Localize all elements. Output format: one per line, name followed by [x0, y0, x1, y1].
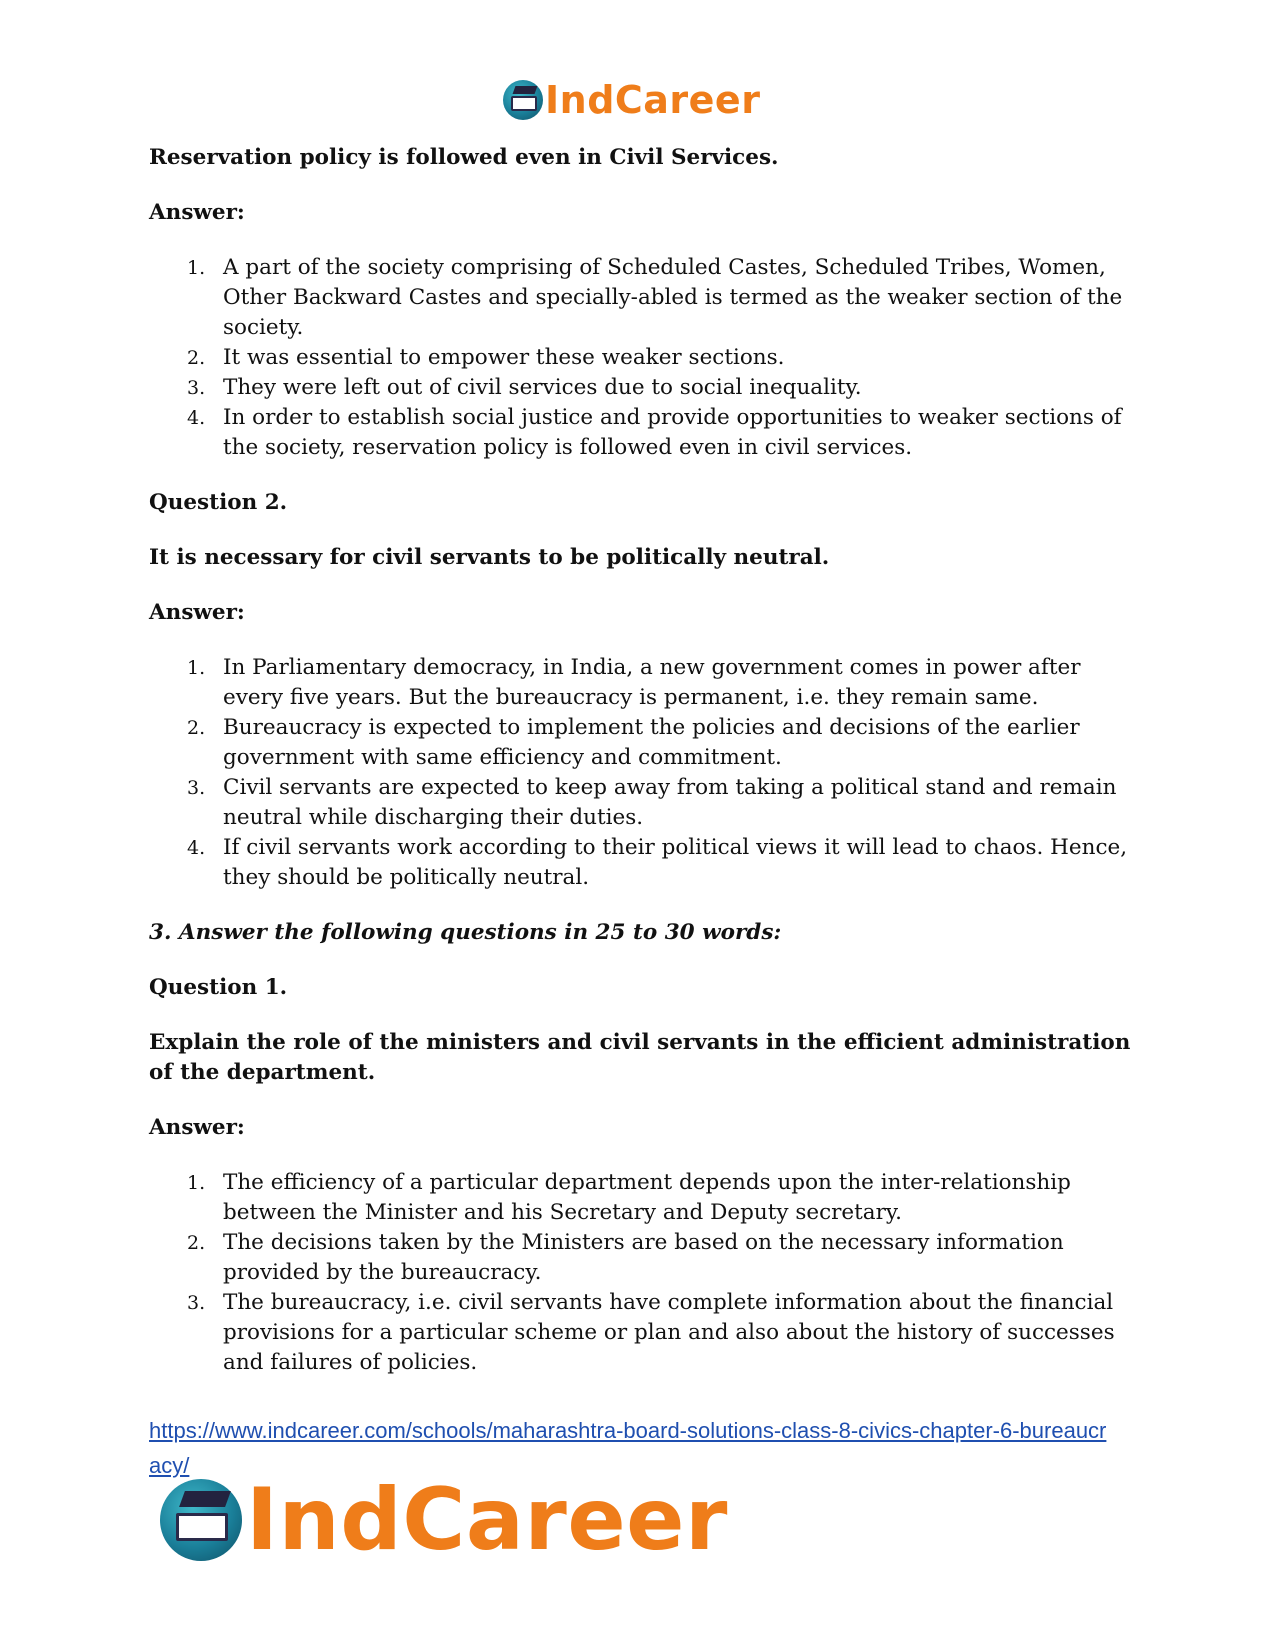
answer-label: Answer: — [149, 1115, 245, 1140]
question-label: Question 1. — [149, 975, 288, 1000]
list-item: 1. In Parliamentary democracy, in India, a new government comes in power after every five years. But the bureaucracy is permanent, i.e. they remain same. — [187, 655, 1081, 710]
list-item: 2. The decisions taken by the Ministers are based on the necessary information provided by the bureaucracy. — [187, 1230, 1064, 1285]
footer-logo — [160, 1470, 728, 1570]
question-text: It is necessary for civil servants to be politically neutral. — [149, 545, 830, 570]
document-body — [149, 143, 1139, 1483]
list-item: 3. They were left out of civil services due to social inequality. — [187, 375, 862, 400]
question-text: Reservation policy is followed even in Civil Services. — [149, 145, 779, 170]
graduation-book-icon — [503, 80, 543, 120]
list-item: 2. Bureaucracy is expected to implement the policies and decisions of the earlier government with same efficiency and commitment. — [187, 715, 1080, 770]
list-item: 3. The bureaucracy, i.e. civil servants have complete information about the financial provisions for a particular scheme or plan and also about the history of successes and failures of policies. — [187, 1290, 1115, 1375]
header-logo-text: IndCareer — [545, 78, 761, 122]
header-logo — [503, 78, 760, 122]
source-link[interactable]: https://www.indcareer.com/schools/maharashtra-board-solutions-class-8-civics-chapter-6-bureaucracy/ — [149, 1418, 1107, 1478]
question-text: Explain the role of the ministers and civil servants in the efficient administration of the department. — [149, 1030, 1131, 1085]
answer-label: Answer: — [149, 600, 245, 625]
answer-list — [149, 1168, 1139, 1378]
list-item: 1. A part of the society comprising of Scheduled Castes, Scheduled Tribes, Women, Other Backward Castes and specially-abled is termed as the weaker section of the society. — [187, 255, 1123, 340]
list-item: 2. It was essential to empower these weaker sections. — [187, 345, 785, 370]
answer-list — [149, 653, 1139, 893]
question-label: Question 2. — [149, 490, 288, 515]
list-item: 1. The efficiency of a particular department depends upon the inter-relationship between the Minister and his Secretary and Deputy secretary. — [187, 1170, 1071, 1225]
graduation-book-icon — [160, 1479, 242, 1561]
list-item: 3. Civil servants are expected to keep away from taking a political stand and remain neutral while discharging their duties. — [187, 775, 1117, 830]
answer-label: Answer: — [149, 200, 245, 225]
footer-logo-text: IndCareer — [246, 1470, 728, 1570]
list-item: 4. In order to establish social justice and provide opportunities to weaker sections of the society, reservation policy is followed even in civil services. — [187, 405, 1122, 460]
section-heading: 3. Answer the following questions in 25 to 30 words: — [149, 920, 782, 945]
answer-list — [149, 253, 1139, 463]
list-item: 4. If civil servants work according to their political views it will lead to chaos. Hence, they should be politically neutral. — [187, 835, 1128, 890]
